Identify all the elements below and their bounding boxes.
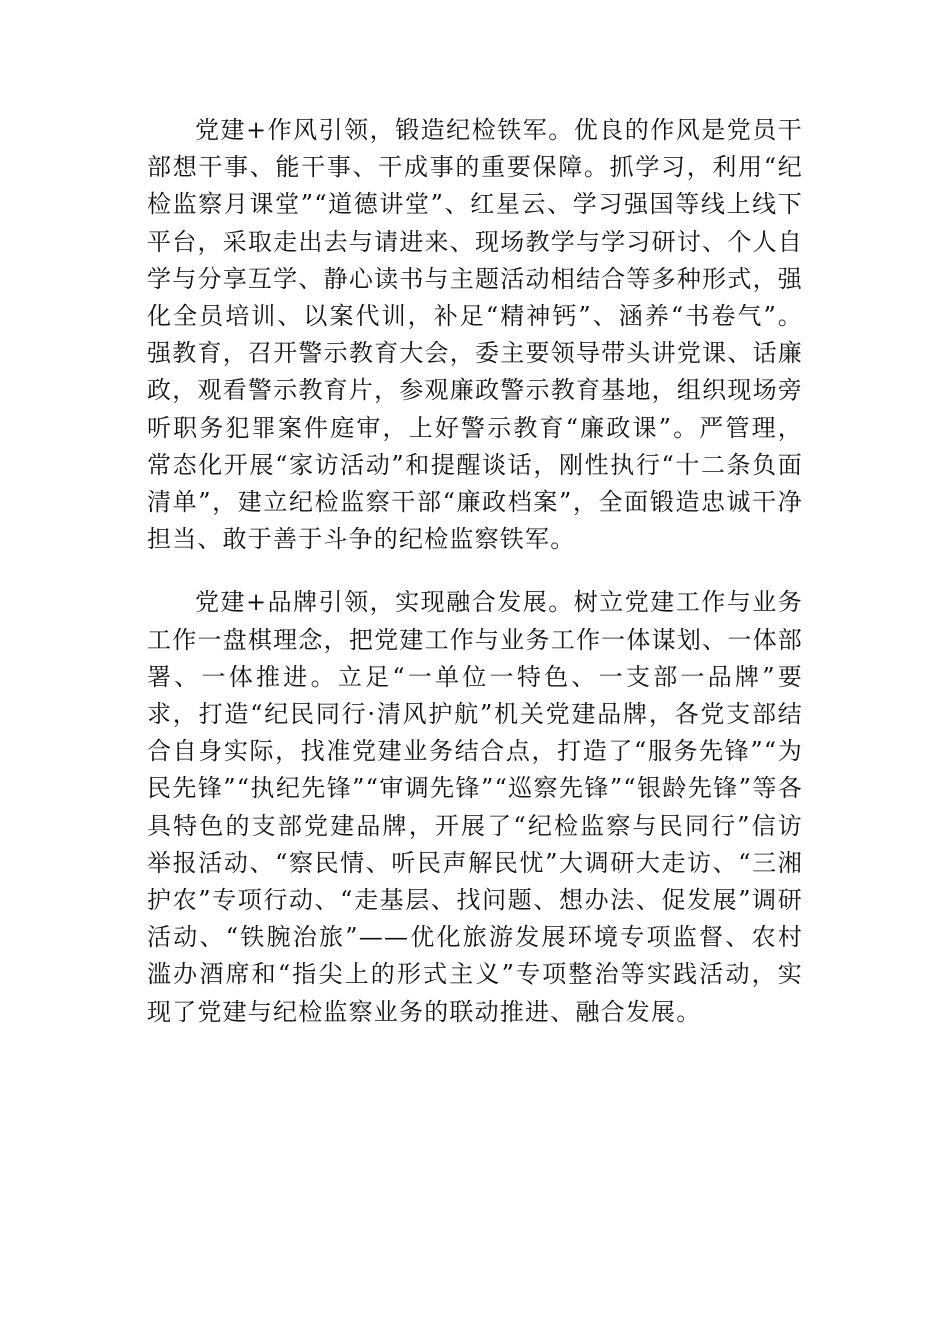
document-body (147, 112, 803, 1031)
paragraph-brand: 党建+品牌引领，实现融合发展。树立党建工作与业务工作一盘棋理念，把党建工作与业务工作一体谋划、一体部署、一体推进。立足“一单位一特色、一支部一品牌”要求，打造“纪民同行·清风护航”机关党建品牌，各党支部结合自身实际，找准党建业务结合点，打造了“服务先锋”“为民先锋”“执纪先锋”“审调先锋”“巡察先锋”“银龄先锋”等各具特色的支部党建品牌，开展了“纪检监察与民同行”信访举报活动、“察民情、听民声解民忧”大调研大走访、“三湘护农”专项行动、“走基层、找问题、想办法、促发展”调研活动、“铁腕治旅”——优化旅游发展环境专项监督、农村滥办酒席和“指尖上的形式主义”专项整治等实践活动，实现了党建与纪检监察业务的联动推进、融合发展。 (147, 588, 803, 1026)
paragraph-work-style: 党建+作风引领，锻造纪检铁军。优良的作风是党员干部想干事、能干事、干成事的重要保障。抓学习，利用“纪检监察月课堂”“道德讲堂”、红星云、学习强国等线上线下平台，采取走出去与请进来、现场教学与学习研讨、个人自学与分享互学、静心读书与主题活动相结合等多种形式，强化全员培训、以案代训，补足“精神钙”、涵养“书卷气”。强教育，召开警示教育大会，委主要领导带头讲党课、话廉政，观看警示教育片，参观廉政警示教育基地，组织现场旁听职务犯罪案件庭审，上好警示教育“廉政课”。严管理，常态化开展“家访活动”和提醒谈话，刚性执行“十二条负面清单”，建立纪检监察干部“廉政档案”，全面锻造忠诚干净担当、敢于善于斗争的纪检监察铁军。 (147, 116, 803, 554)
